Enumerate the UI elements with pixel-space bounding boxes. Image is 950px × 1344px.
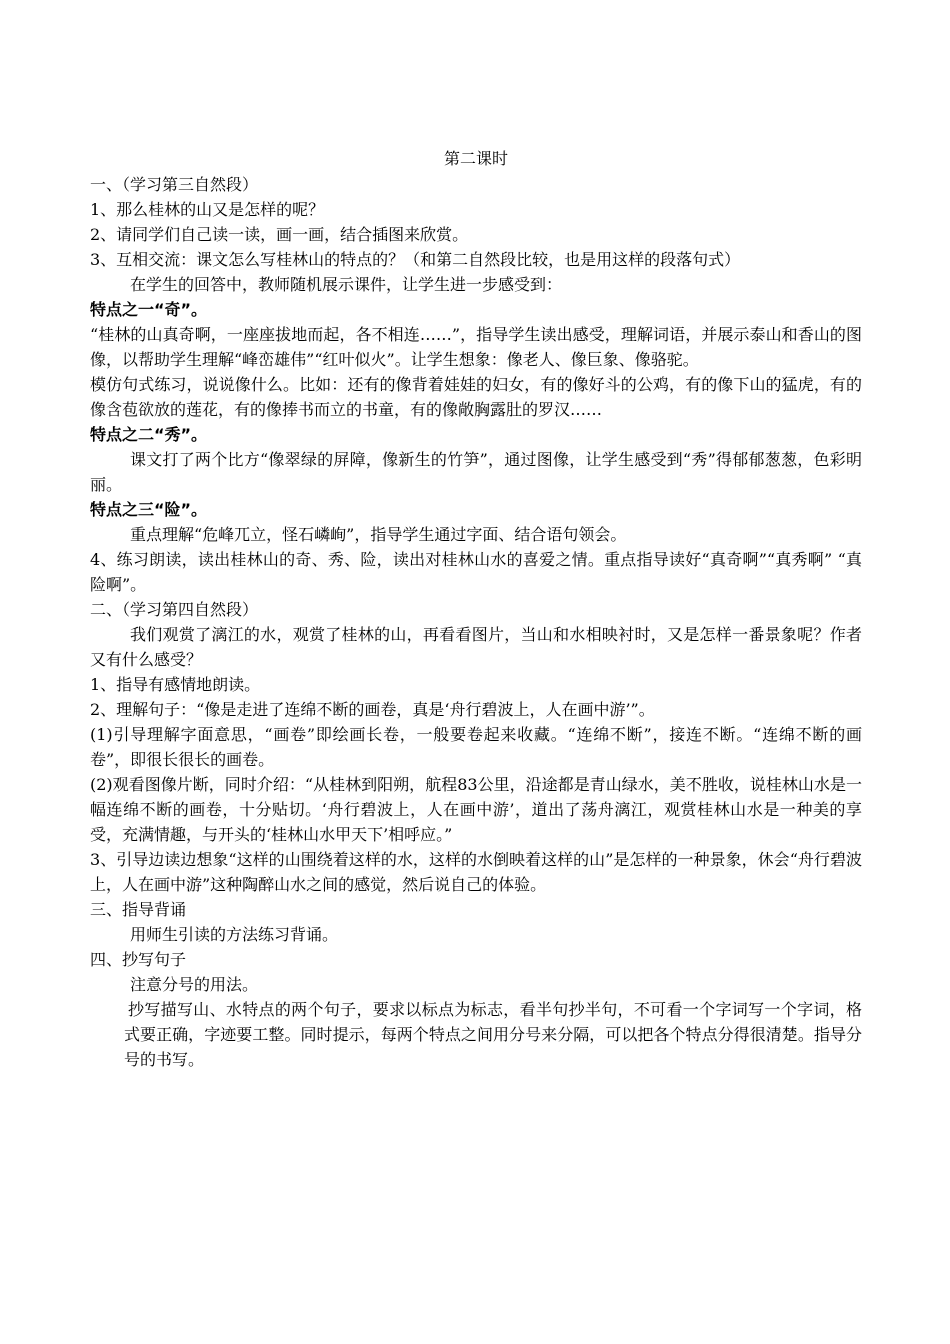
paragraph: 一、（学习第三自然段）: [90, 175, 259, 194]
paragraph: (1)引导理解字面意思，“画卷”即绘画长卷，一般要卷起来收藏。“连绵不断”，接连不断。“连绵不断的画卷”，即很长很长的画卷。: [90, 725, 862, 769]
paragraph: 1、那么桂林的山又是怎样的呢？: [90, 200, 325, 219]
paragraph: 二、（学习第四自然段）: [90, 600, 259, 619]
paragraph: 三、指导背诵: [90, 900, 187, 919]
section-heading: 特点之一“奇”。: [90, 300, 208, 319]
page-title: 第二课时: [443, 149, 508, 168]
paragraph: “桂林的山真奇啊，一座座拔地而起，各不相连……”，指导学生读出感受，理解词语，并展示泰山和香山的图像，以帮助学生理解“峰峦雄伟”“红叶似火”。让学生想象：像老人、像巨象、像骆驼。: [90, 325, 862, 369]
paragraph: 四、抄写句子: [90, 950, 187, 969]
paragraph: 用师生引读的方法练习背诵。: [130, 925, 339, 944]
paragraph: 2、请同学们自己读一读，画一画，结合插图来欣赏。: [90, 225, 469, 244]
section-heading: 特点之二“秀”。: [90, 425, 208, 444]
paragraph: 抄写描写山、水特点的两个句子，要求以标点为标志，看半句抄半句，不可看一个字词写一个字词，格式要正确，字迹要工整。同时提示，每两个特点之间用分号来分隔，可以把各个特点分得很清楚。指导分号的书写。: [124, 1000, 862, 1069]
paragraph: (2)观看图像片断，同时介绍：“从桂林到阳朔，航程83公里，沿途都是青山绿水，美不胜收，说桂林山水是一幅连绵不断的画卷，十分贴切。‘舟行碧波上，人在画中游’，道出了荡舟漓江，观赏桂林山水是一种美的享受，充满情趣，与开头的‘桂林山水甲天下’相呼应。”: [90, 775, 862, 844]
paragraph: 4、练习朗读，读出桂林山的奇、秀、险，读出对桂林山水的喜爱之情。重点指导读好“真奇啊”“真秀啊” “真险啊”。: [90, 550, 862, 594]
paragraph: 模仿句式练习，说说像什么。比如：还有的像背着娃娃的妇女，有的像好斗的公鸡，有的像下山的猛虎，有的像含苞欲放的莲花，有的像捧书而立的书童，有的像敞胸露肚的罗汉……: [90, 375, 862, 419]
paragraph: 重点理解“危峰兀立，怪石嶙峋”，指导学生通过字面、结合语句领会。: [130, 525, 627, 544]
paragraph: 3、引导边读边想象“这样的山围绕着这样的水，这样的水倒映着这样的山”是怎样的一种景象，休会“舟行碧波上，人在画中游”这种陶醉山水之间的感觉，然后说自己的体验。: [90, 850, 862, 894]
section-heading: 特点之三“险”。: [90, 500, 208, 519]
paragraph: 课文打了两个比方“像翠绿的屏障，像新生的竹笋”，通过图像，让学生感受到“秀”得郁郁葱葱，色彩明丽。: [90, 450, 862, 494]
paragraph: 3、互相交流：课文怎么写桂林山的特点的？（和第二自然段比较，也是用这样的段落句式）: [90, 250, 741, 269]
paragraph: 1、指导有感情地朗读。: [90, 675, 261, 694]
document-body: [90, 172, 862, 1072]
paragraph: 注意分号的用法。: [130, 975, 259, 994]
paragraph: 在学生的回答中，教师随机展示课件，让学生进一步感受到：: [130, 275, 563, 294]
document-page: [90, 146, 862, 1072]
paragraph: 2、理解句子：“像是走进了连绵不断的画卷，真是‘舟行碧波上，人在画中游’”。: [90, 700, 655, 719]
paragraph: 我们观赏了漓江的水，观赏了桂林的山，再看看图片，当山和水相映衬时，又是怎样一番景象呢？作者又有什么感受？: [90, 625, 862, 669]
